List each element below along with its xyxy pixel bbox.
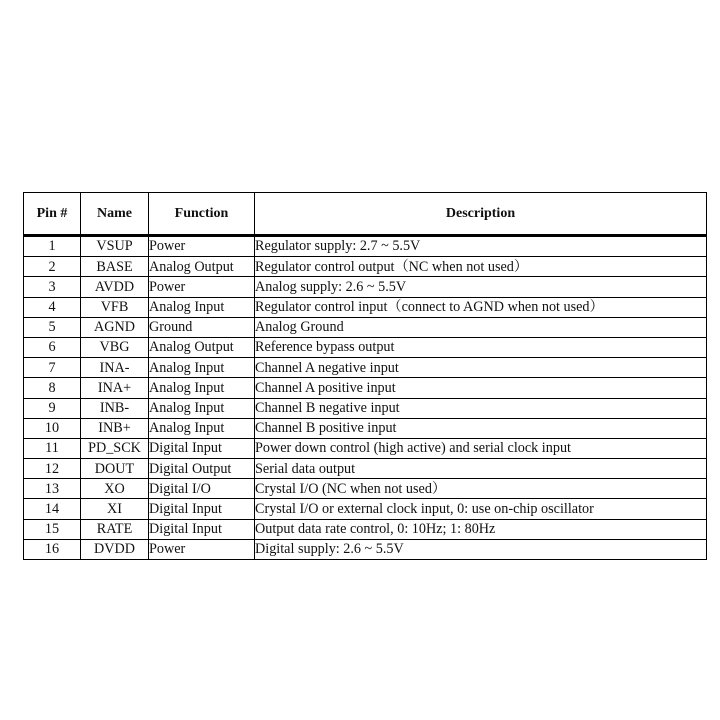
header-description: Description [255,193,707,236]
cell-function: Analog Input [149,358,255,378]
cell-function: Analog Input [149,398,255,418]
table-row [24,277,707,297]
cell-name: AVDD [81,277,149,297]
cell-function: Digital I/O [149,479,255,499]
table-row [24,459,707,479]
cell-function: Analog Input [149,418,255,438]
table-row [24,257,707,277]
cell-pin: 10 [24,418,81,438]
table-row [24,337,707,357]
cell-name: VFB [81,297,149,317]
cell-name: RATE [81,519,149,539]
cell-description: Channel A negative input [255,358,707,378]
cell-pin: 9 [24,398,81,418]
cell-pin: 3 [24,277,81,297]
cell-function: Analog Input [149,297,255,317]
table-row [24,358,707,378]
cell-function: Analog Output [149,257,255,277]
cell-description: Analog Ground [255,317,707,337]
cell-name: VSUP [81,236,149,257]
header-pin: Pin # [24,193,81,236]
cell-pin: 7 [24,358,81,378]
cell-pin: 16 [24,539,81,559]
cell-function: Ground [149,317,255,337]
cell-pin: 2 [24,257,81,277]
cell-description: Channel A positive input [255,378,707,398]
cell-pin: 15 [24,519,81,539]
cell-pin: 11 [24,438,81,458]
table-row [24,539,707,559]
cell-description: Serial data output [255,459,707,479]
cell-pin: 4 [24,297,81,317]
cell-pin: 8 [24,378,81,398]
cell-function: Power [149,539,255,559]
table-row [24,236,707,257]
cell-name: AGND [81,317,149,337]
cell-description: Regulator control input（connect to AGND when not used） [255,297,707,317]
pin-description-table [23,192,707,560]
table-row [24,378,707,398]
cell-name: BASE [81,257,149,277]
cell-description: Crystal I/O or external clock input, 0: use on-chip oscillator [255,499,707,519]
cell-function: Analog Output [149,337,255,357]
cell-description: Power down control (high active) and serial clock input [255,438,707,458]
cell-description: Digital supply: 2.6 ~ 5.5V [255,539,707,559]
cell-name: DOUT [81,459,149,479]
cell-description: Crystal I/O (NC when not used） [255,479,707,499]
cell-description: Regulator supply: 2.7 ~ 5.5V [255,236,707,257]
cell-function: Digital Output [149,459,255,479]
cell-name: INB+ [81,418,149,438]
table-row [24,317,707,337]
cell-function: Analog Input [149,378,255,398]
header-name: Name [81,193,149,236]
cell-function: Digital Input [149,519,255,539]
cell-name: DVDD [81,539,149,559]
table-row [24,479,707,499]
cell-name: INB- [81,398,149,418]
table-row [24,398,707,418]
table-header-row [24,193,707,236]
cell-pin: 13 [24,479,81,499]
cell-pin: 14 [24,499,81,519]
cell-pin: 1 [24,236,81,257]
cell-description: Channel B negative input [255,398,707,418]
table-row [24,418,707,438]
cell-name: VBG [81,337,149,357]
cell-name: INA- [81,358,149,378]
cell-description: Analog supply: 2.6 ~ 5.5V [255,277,707,297]
table-row [24,519,707,539]
table-row [24,499,707,519]
cell-description: Regulator control output（NC when not used） [255,257,707,277]
cell-pin: 5 [24,317,81,337]
table-row [24,297,707,317]
cell-pin: 12 [24,459,81,479]
cell-function: Digital Input [149,499,255,519]
table-row [24,438,707,458]
cell-pin: 6 [24,337,81,357]
cell-name: PD_SCK [81,438,149,458]
cell-function: Power [149,236,255,257]
table-body [24,236,707,560]
cell-description: Channel B positive input [255,418,707,438]
cell-function: Power [149,277,255,297]
cell-function: Digital Input [149,438,255,458]
cell-description: Output data rate control, 0: 10Hz; 1: 80Hz [255,519,707,539]
cell-name: INA+ [81,378,149,398]
header-function: Function [149,193,255,236]
cell-name: XI [81,499,149,519]
cell-name: XO [81,479,149,499]
cell-description: Reference bypass output [255,337,707,357]
